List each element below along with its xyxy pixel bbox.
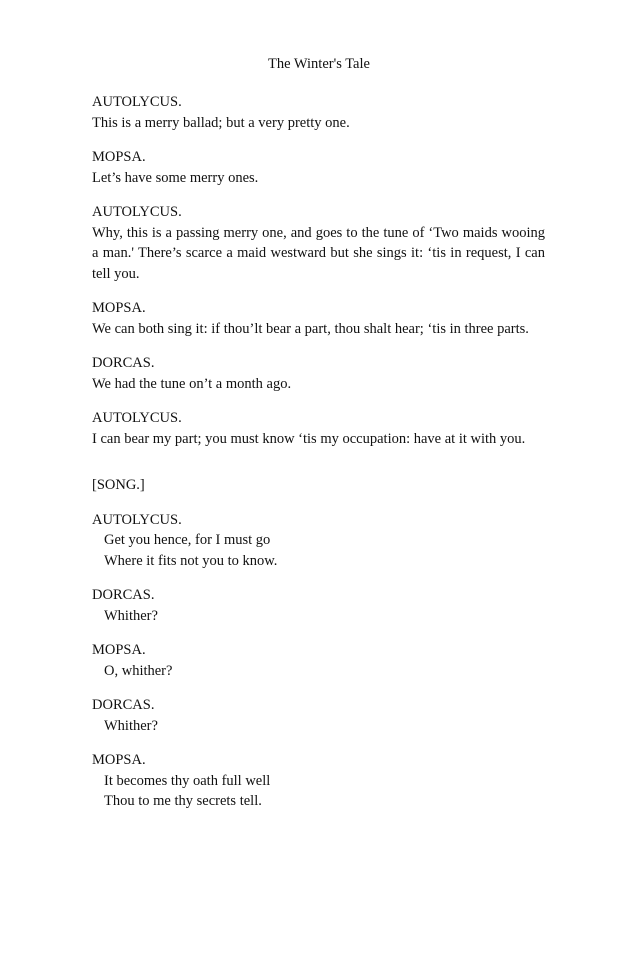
speech-text: Why, this is a passing merry one, and goes to the tune of ‘Two maids wooing a man.' There’s scarce a maid westward but she sings it: ‘tis in request, I can tell you. [92,224,545,282]
song-block [92,750,545,812]
speaker-name: AUTOLYCUS. [92,410,182,426]
speech-text: This is a merry ballad; but a very pretty one. [92,114,350,131]
speech-text: We had the tune on’t a month ago. [92,375,292,392]
song-line: O, whither? [104,662,173,679]
song-line: It becomes thy oath full well [104,772,271,789]
dialogue-block [92,298,545,339]
song-line: Get you hence, for I must go [104,532,271,548]
song-line: Whither? [104,607,158,624]
speaker-name: MOPSA. [92,149,146,165]
speaker-name: MOPSA. [92,300,146,316]
page-title: The Winter's Tale [268,56,370,72]
song-block [92,585,545,626]
speaker-name: MOPSA. [92,642,146,658]
speaker-name: DORCAS. [92,587,155,603]
dialogue-block [92,202,545,284]
song-line: Where it fits not you to know. [104,552,278,569]
song-block [92,640,545,681]
speaker-name: MOPSA. [92,752,146,768]
stage-direction: [SONG.] [92,477,145,493]
speaker-name: AUTOLYCUS. [92,204,182,220]
dialogue-block [92,92,545,133]
speech-text: I can bear my part; you must know ‘tis my occupation: have at it with you. [92,430,526,447]
speech-text: We can both sing it: if thou’lt bear a part, thou shalt hear; ‘tis in three parts. [92,320,529,337]
song-line: Whither? [104,717,158,734]
play-text [92,92,545,826]
speaker-name: AUTOLYCUS. [92,94,182,110]
speaker-name: DORCAS. [92,355,155,371]
speech-text: Let’s have some merry ones. [92,169,259,186]
dialogue-block [92,408,545,449]
speaker-name: AUTOLYCUS. [92,511,182,528]
dialogue-block [92,147,545,188]
speaker-name: DORCAS. [92,697,155,713]
dialogue-block [92,353,545,394]
song-block [92,695,545,736]
song-line: Thou to me thy secrets tell. [104,793,262,809]
song-block [92,510,545,572]
